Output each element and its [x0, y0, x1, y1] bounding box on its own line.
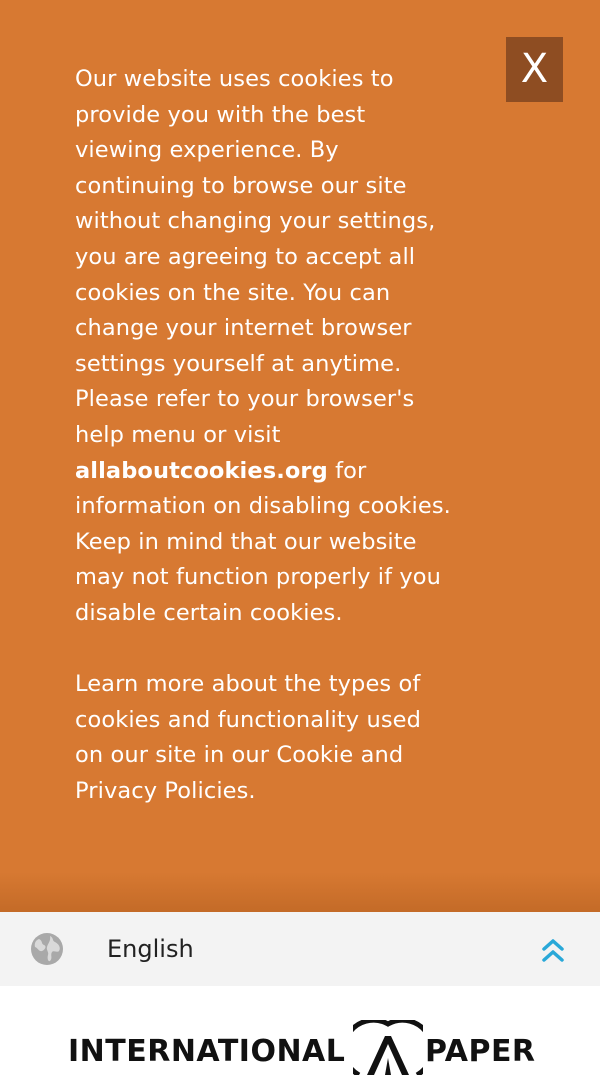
allaboutcookies-link[interactable]: allaboutcookies.org — [75, 457, 328, 484]
cookie-paragraph-1: Our website uses cookies to provide you with the best viewing experience. By continuing to browse our site without changing your settings, you are agreeing to accept all cookies on the site. You can change your internet browser settings yourself at anytime. Please refer to your browser's help menu or visit allaboutcookies.org for information on disabling cookies. Keep in mind that our website may not function properly if you disable certain cookies. — [75, 66, 451, 626]
language-selector-bar[interactable] — [0, 912, 600, 986]
logo-text-international: INTERNATIONAL — [68, 1034, 346, 1069]
cookie-paragraph-2: Learn more about the types of cookies and functionality used on our site in our Cookie and Privacy Policies. — [75, 671, 421, 804]
close-button[interactable]: X — [506, 37, 563, 102]
logo-mark-icon — [353, 1020, 423, 1075]
language-label[interactable]: English — [107, 935, 194, 963]
globe-icon — [30, 932, 64, 966]
double-chevron-up-icon[interactable] — [538, 935, 568, 965]
logo-text-paper: PAPER — [425, 1034, 536, 1069]
cookie-notice-text — [75, 62, 455, 809]
international-paper-logo[interactable] — [68, 1018, 538, 1069]
banner-bottom-shadow — [0, 872, 600, 912]
